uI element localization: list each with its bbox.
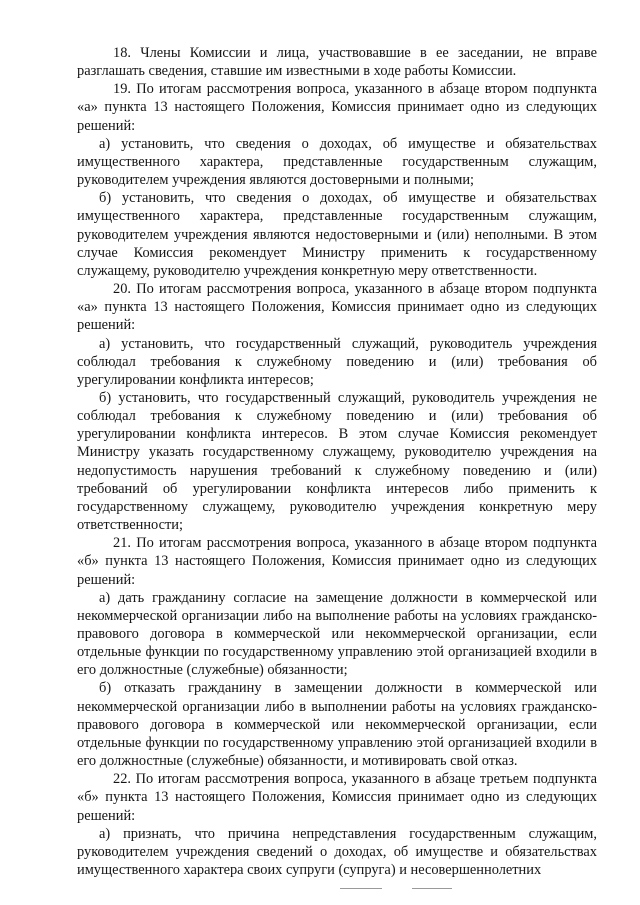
paragraph-19-a: а) установить, что сведения о доходах, об имуществе и обязательствах имущественного характера, представленные государственным служащим, руководителем учреждения являются достоверными и полными; <box>77 135 597 189</box>
paragraph-21-b: б) отказать гражданину в замещении должности в коммерческой или некоммерческой организации либо в выполнении работы на условиях гражданско-правового договора в коммерческой или некоммерческой организации, если отдельные функции по государственному управлению этой организацией входили в его должностные (служебные) обязанности, и мотивировать свой отказ. <box>77 680 597 770</box>
paragraph-20-b: б) установить, что государственный служащий, руководитель учреждения не соблюдал требования к служебному поведению и (или) требования об урегулировании конфликта интересов. В этом случае Комиссия рекомендует Министру указать государственному служащему, руководителю учреждения на недопустимость нарушения требований к служебному поведению и (или) требований об урегулировании конфликта интересов либо применить к государственному служащему, руководителю учреждения конкретную меру ответственности; <box>77 389 597 534</box>
paragraph-19-b: б) установить, что сведения о доходах, об имуществе и обязательствах имущественного характера, представленные государственным служащим, руководителем учреждения являются недостоверными и (или) неполными. В этом случае Комиссия рекомендует Министру применить к государственному служащему, руководителю учреждения конкретную меру ответственности. <box>77 190 597 279</box>
scan-mark-right <box>412 888 452 889</box>
scan-footer-marks <box>340 886 480 892</box>
scan-mark-left <box>340 888 382 889</box>
paragraph-22-a: а) признать, что причина непредставления государственным служащим, руководителем учреждения сведений о доходах, об имуществе и обязательствах имущественного характера своих супруги (супруга) и несовершеннолетних <box>77 825 597 879</box>
paragraph-21: 21. По итогам рассмотрения вопроса, указанного в абзаце втором подпункта «б» пункта 13 настоящего Положения, Комиссия принимает одно из следующих решений: <box>77 535 597 588</box>
paragraph-21-a: а) дать гражданину согласие на замещение должности в коммерческой или некоммерческой организации либо на выполнение работы на условиях гражданско-правового договора в коммерческой или некоммерческой организации, если отдельные функции по государственному управлению этой организацией входили в его должностные (служебные) обязанности; <box>77 589 597 679</box>
paragraph-18: 18. Члены Комиссии и лица, участвовавшие в ее заседании, не вправе разглашать сведения, ставшие им известными в ходе работы Комиссии. <box>77 45 597 80</box>
paragraph-20-a: а) установить, что государственный служащий, руководитель учреждения соблюдал требования к служебному поведению и (или) требования об урегулировании конфликта интересов; <box>77 335 597 388</box>
document-page <box>77 44 597 879</box>
paragraph-20: 20. По итогам рассмотрения вопроса, указанного в абзаце втором подпункта «а» пункта 13 настоящего Положения, Комиссия принимает одно из следующих решений: <box>77 281 597 334</box>
paragraph-22: 22. По итогам рассмотрения вопроса, указанного в абзаце третьем подпункта «б» пункта 13 настоящего Положения, Комиссия принимает одно из следующих решений: <box>77 771 597 824</box>
paragraph-19: 19. По итогам рассмотрения вопроса, указанного в абзаце втором подпункта «а» пункта 13 настоящего Положения, Комиссия принимает одно из следующих решений: <box>77 81 597 134</box>
